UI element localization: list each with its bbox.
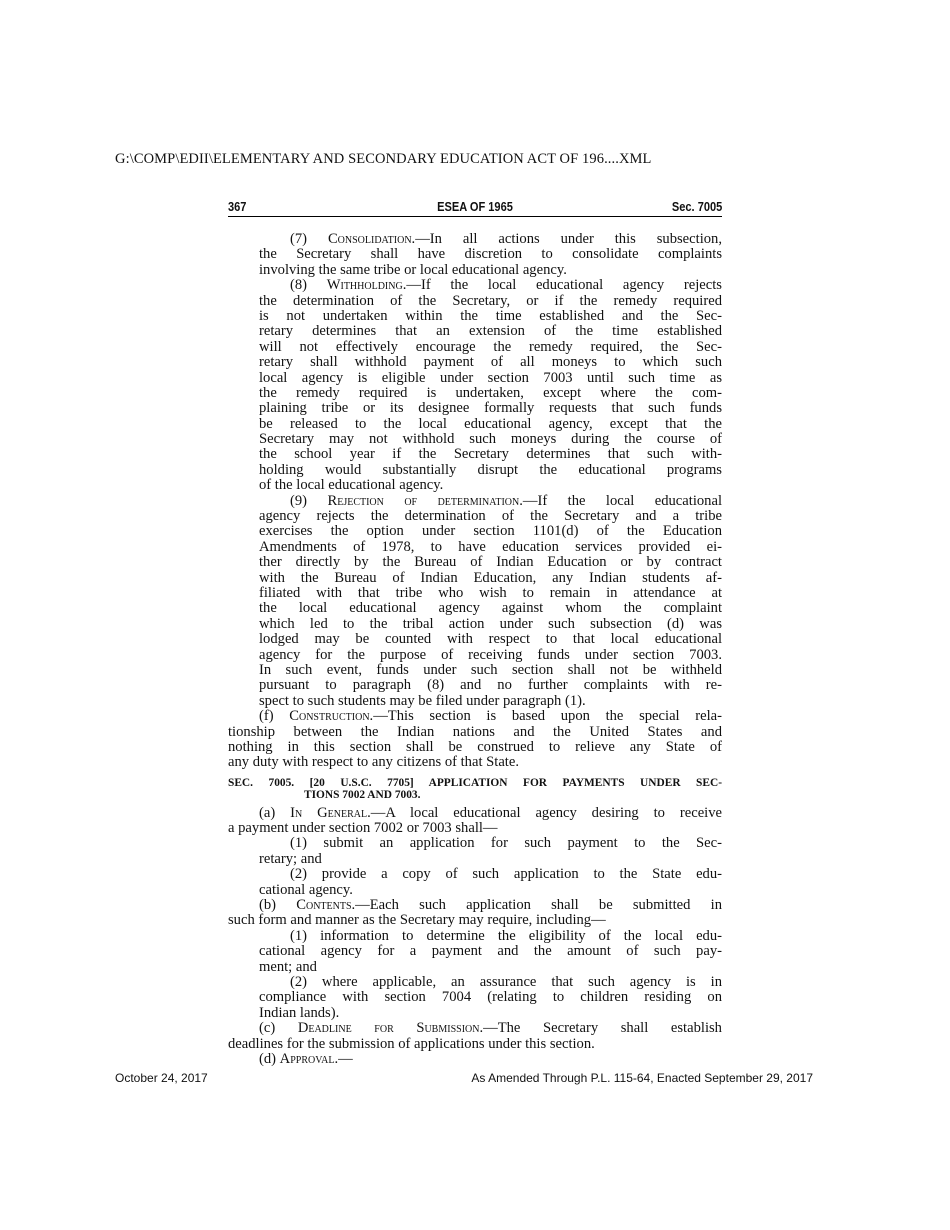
footer-amended: As Amended Through P.L. 115-64, Enacted September 29, 2017 — [471, 1071, 813, 1085]
text-line: compliance with section 7004 (relating to children residing on — [259, 989, 722, 1006]
footer-date: October 24, 2017 — [115, 1071, 208, 1085]
running-header — [228, 199, 722, 217]
section-heading-line: SEC. 7005. [20 U.S.C. 7705] APPLICATION FOR PAYMENTS UNDER SEC- — [228, 776, 722, 789]
text-line: such form and manner as the Secretary may require, including— — [228, 912, 606, 929]
text-line: with the Bureau of Indian Education, any Indian students af- — [259, 569, 722, 586]
text-line: will not effectively encourage the remedy required, the Sec- — [259, 338, 722, 355]
page-number: 367 — [228, 199, 247, 214]
text-line: nothing in this section shall be construed to relieve any State of — [228, 738, 722, 755]
section-reference: Sec. 7005 — [671, 199, 722, 214]
file-path: G:\COMP\EDII\ELEMENTARY AND SECONDARY EDUCATION ACT OF 196....XML — [115, 151, 652, 167]
text-line: cational agency for a payment and the amount of such pay- — [259, 943, 722, 960]
text-line: of the local educational agency. — [259, 477, 444, 494]
text-line: (9) Rejection of determination.—If the local educational — [290, 492, 722, 509]
text-line: is not undertaken within the time established and the Sec- — [259, 307, 722, 324]
text-line: the school year if the Secretary determines that such with- — [259, 446, 722, 463]
text-line: a payment under section 7002 or 7003 shall— — [228, 820, 498, 837]
text-line: agency for the purpose of receiving funds under section 7003. — [259, 646, 722, 663]
text-line: spect to such students may be filed under paragraph (1). — [259, 692, 586, 709]
text-line: cational agency. — [259, 881, 353, 898]
paragraph-f-construction — [228, 709, 722, 771]
text-line: (8) Withholding.—If the local educational agency rejects — [290, 277, 722, 294]
text-line: be released to the local educational agency, except that the — [259, 415, 722, 432]
text-line: retary shall withhold payment of all moneys to which such — [259, 354, 722, 371]
section-heading — [228, 777, 722, 802]
paragraph-a-2 — [228, 867, 722, 898]
text-line: exercises the option under section 1101(d) of the Education — [259, 523, 722, 540]
paragraph-9-rejection — [228, 494, 722, 709]
text-line: which led to the tribal action under such subsection (d) was — [259, 615, 722, 632]
text-line: the Secretary shall have discretion to consolidate complaints — [259, 246, 722, 263]
text-line: (d) Approval.— — [259, 1050, 353, 1067]
text-line: (1) submit an application for such payment to the Sec- — [290, 835, 722, 852]
paragraph-d-approval — [228, 1052, 722, 1067]
text-line: (b) Contents.—Each such application shall be submitted in — [259, 897, 722, 914]
text-line: lodged may be counted with respect to that local educational — [259, 631, 722, 648]
text-line: the determination of the Secretary, or if the remedy required — [259, 292, 722, 309]
text-line: any duty with respect to any citizens of that State. — [228, 754, 519, 771]
paragraph-b-1 — [228, 929, 722, 975]
text-line: Indian lands). — [259, 1004, 340, 1021]
text-line: (2) provide a copy of such application to the State edu- — [290, 866, 722, 883]
paragraph-7-consolidation — [228, 232, 722, 278]
paragraph-c-deadline — [228, 1021, 722, 1052]
section-heading-line: TIONS 7002 AND 7003. — [304, 789, 421, 802]
text-line: holding would substantially disrupt the educational programs — [259, 461, 722, 478]
text-line: retary; and — [259, 850, 322, 867]
paragraph-a-in-general — [228, 806, 722, 837]
text-line: pursuant to paragraph (8) and no further complaints with re- — [259, 677, 722, 694]
paragraph-8-withholding — [228, 278, 722, 493]
text-line: retary determines that an extension of the time established — [259, 323, 722, 340]
paragraph-a-1 — [228, 836, 722, 867]
text-line: (7) Consolidation.—In all actions under this subsection, — [290, 231, 722, 247]
paragraph-b-contents — [228, 898, 722, 929]
running-title: ESEA OF 1965 — [437, 199, 513, 214]
text-line: Secretary may not withhold such moneys during the course of — [259, 431, 722, 448]
text-line: local agency is eligible under section 7003 until such time as — [259, 369, 722, 386]
text-line: tionship between the Indian nations and the United States and — [228, 723, 722, 740]
text-line: (c) Deadline for Submission.—The Secretary shall establish — [259, 1020, 722, 1037]
text-line: involving the same tribe or local educational agency. — [259, 261, 567, 278]
paragraph-b-2 — [228, 975, 722, 1021]
text-line: ther directly by the Bureau of Indian Education or by contract — [259, 554, 722, 571]
text-line: plaining tribe or its designee formally requests that such funds — [259, 400, 722, 417]
text-line: (f) Construction.—This section is based upon the special rela- — [259, 708, 722, 725]
text-line: ment; and — [259, 958, 317, 975]
text-line: In such event, funds under such section shall not be withheld — [259, 661, 722, 678]
text-line: Amendments of 1978, to have education services provided ei- — [259, 538, 722, 555]
text-line: the local educational agency against whom the complaint — [259, 600, 722, 617]
text-line: deadlines for the submission of applications under this section. — [228, 1035, 595, 1052]
text-line: (1) information to determine the eligibility of the local edu- — [290, 927, 722, 944]
text-line: (a) In General.—A local educational agency desiring to receive — [259, 804, 722, 821]
text-line: (2) where applicable, an assurance that such agency is in — [290, 973, 722, 990]
text-line: filiated with that tribe who wish to remain in attendance at — [259, 584, 722, 601]
document-body — [228, 232, 722, 1067]
text-line: agency rejects the determination of the Secretary and a tribe — [259, 508, 722, 525]
text-line: the remedy required is undertaken, except where the com- — [259, 384, 722, 401]
